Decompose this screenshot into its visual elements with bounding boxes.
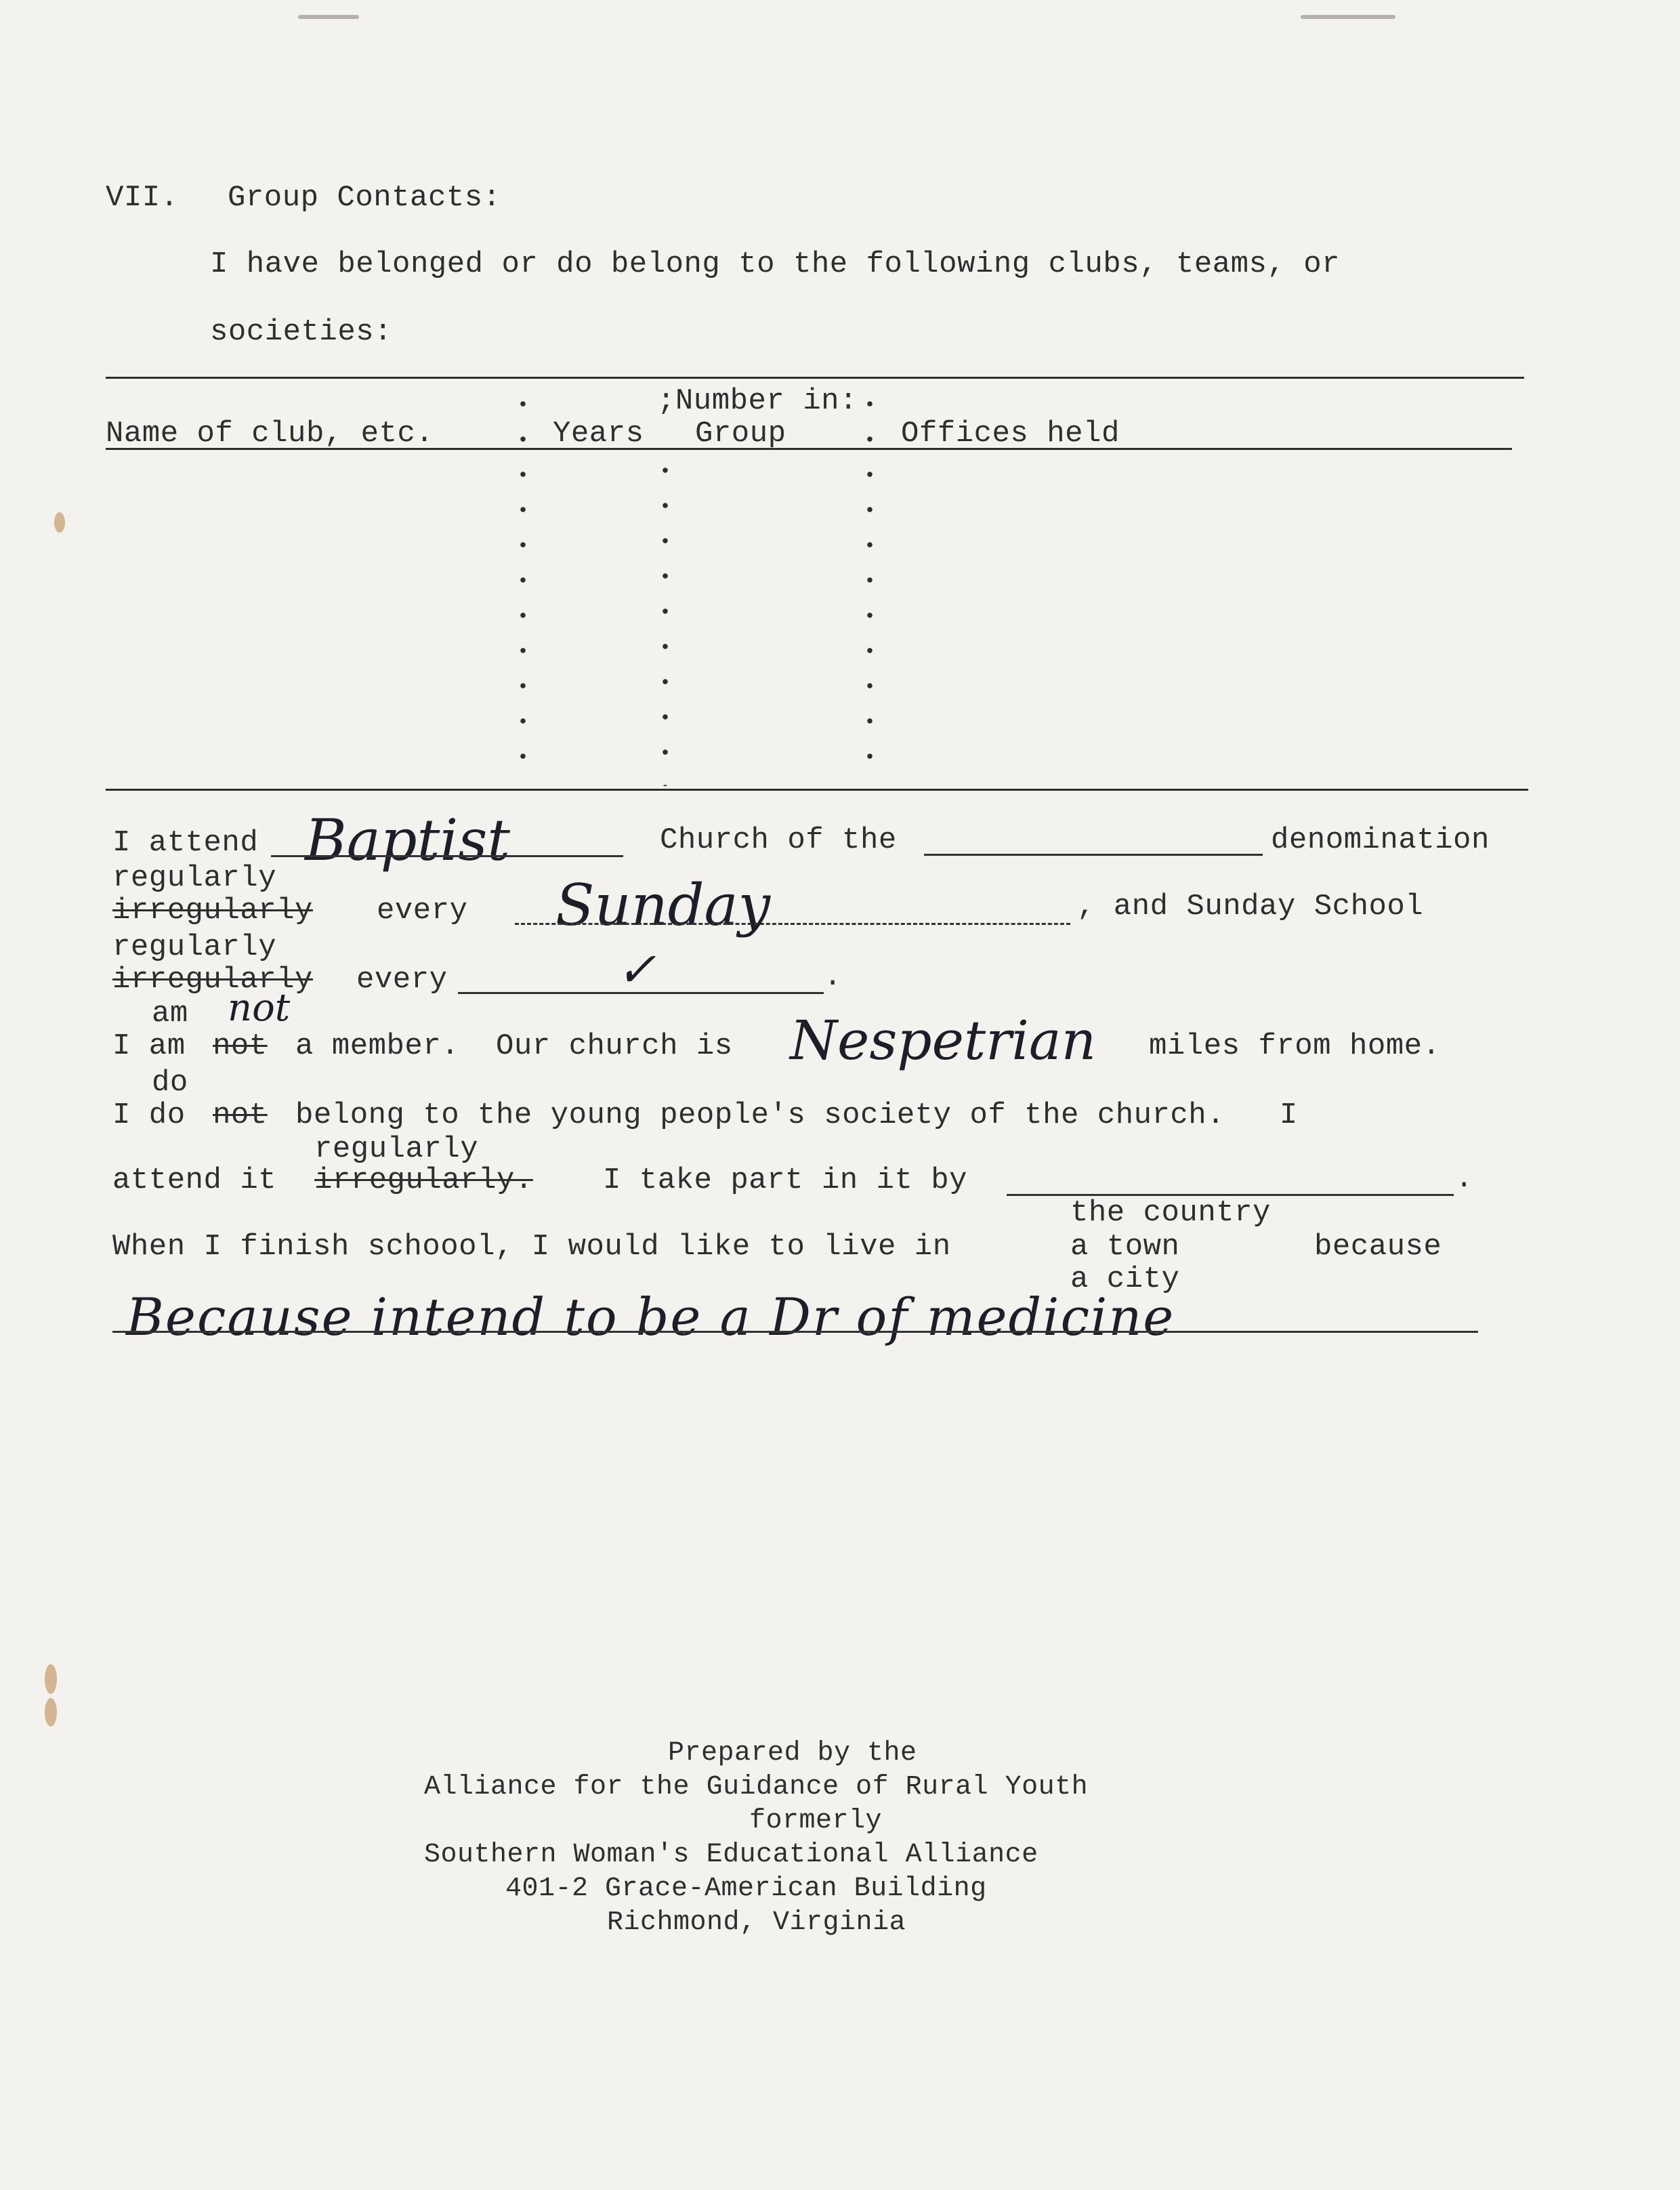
- denomination-answer-line: [271, 855, 623, 857]
- footer-line-1: Prepared by the: [668, 1738, 917, 1769]
- option-a-city: a city: [1070, 1262, 1180, 1296]
- because-label: because: [1314, 1230, 1442, 1264]
- regularly-option-2: regularly: [112, 930, 277, 964]
- table-header-offices: Offices held: [901, 417, 1120, 451]
- table-header-years: Years: [553, 417, 644, 451]
- reason-answer-line: [112, 1331, 1478, 1333]
- rust-spot: [54, 512, 65, 533]
- rust-spot: [45, 1698, 57, 1727]
- miles-text: miles from home.: [1149, 1029, 1441, 1063]
- regularly-option-1: regularly: [112, 861, 277, 895]
- member-prefix: I am: [112, 1029, 186, 1063]
- belong-prefix: I do: [112, 1098, 186, 1132]
- attend-prefix: I attend: [112, 826, 259, 860]
- table-header-name: Name of club, etc.: [106, 417, 434, 451]
- check-mark: ✓: [616, 942, 656, 997]
- every-label-1: every: [377, 894, 468, 928]
- denomination-answer: Baptist: [305, 807, 511, 873]
- take-part-period: .: [1455, 1162, 1473, 1196]
- regularly-above: regularly: [314, 1132, 479, 1166]
- sentence-period: .: [824, 960, 842, 994]
- footer-line-2: Alliance for the Guidance of Rural Youth: [424, 1772, 1089, 1802]
- not-typed-2: not: [213, 1098, 268, 1132]
- column-separator: [661, 453, 669, 786]
- not-typed: not: [213, 1029, 268, 1063]
- denomination-name-line: [924, 854, 1263, 856]
- intro-line-1: I have belonged or do belong to the following clubs, teams, or: [210, 247, 1341, 281]
- irregularly-option-3: irregularly.: [314, 1163, 533, 1197]
- sunday-school-text: , and Sunday School: [1077, 890, 1424, 924]
- day-answer-line: [515, 923, 1070, 925]
- am-above: am: [152, 997, 188, 1031]
- church-of-the: Church of the: [660, 823, 897, 857]
- footer-line-4: Southern Woman's Educational Alliance: [424, 1840, 1038, 1870]
- footer-line-6: Richmond, Virginia: [607, 1907, 906, 1938]
- day-answer: Sunday: [555, 872, 771, 938]
- table-header-group: Group: [695, 417, 786, 451]
- reason-answer: Because intend to be a Dr of medicine: [126, 1287, 1175, 1347]
- denomination-word: denomination: [1271, 823, 1490, 857]
- footer-line-3: formerly: [749, 1806, 883, 1836]
- belong-text: belong to the young people's society of the church. I: [295, 1098, 1298, 1132]
- section-title: Group Contacts:: [228, 181, 501, 215]
- irregularly-option-2: irregularly: [112, 963, 313, 997]
- table-header-number-in: ;Number in:: [657, 384, 858, 418]
- do-above: do: [152, 1066, 188, 1100]
- staple-mark-right: [1301, 15, 1395, 19]
- option-a-town: a town: [1070, 1230, 1180, 1264]
- member-text: a member. Our church is: [295, 1029, 733, 1063]
- table-header-rule: [106, 448, 1512, 450]
- distance-answer: Nespetrian: [790, 1009, 1097, 1072]
- every-label-2: every: [356, 963, 448, 997]
- section-number: VII.: [106, 181, 179, 215]
- table-top-rule: [106, 377, 1524, 379]
- option-the-country: the country: [1070, 1196, 1271, 1230]
- take-part-text: I take part in it by: [603, 1163, 968, 1197]
- rust-spot: [45, 1664, 57, 1694]
- irregularly-option-1: irregularly: [112, 894, 313, 928]
- attend-it: attend it: [112, 1163, 277, 1197]
- footer-line-5: 401-2 Grace-American Building: [505, 1874, 987, 1904]
- finish-school-text: When I finish schoool, I would like to live in: [112, 1230, 951, 1264]
- intro-line-2: societies:: [210, 315, 393, 349]
- not-handwritten: not: [228, 986, 291, 1030]
- table-bottom-rule: [106, 789, 1528, 791]
- column-separator: [866, 386, 874, 786]
- staple-mark-left: [298, 15, 359, 19]
- column-separator: [519, 386, 527, 786]
